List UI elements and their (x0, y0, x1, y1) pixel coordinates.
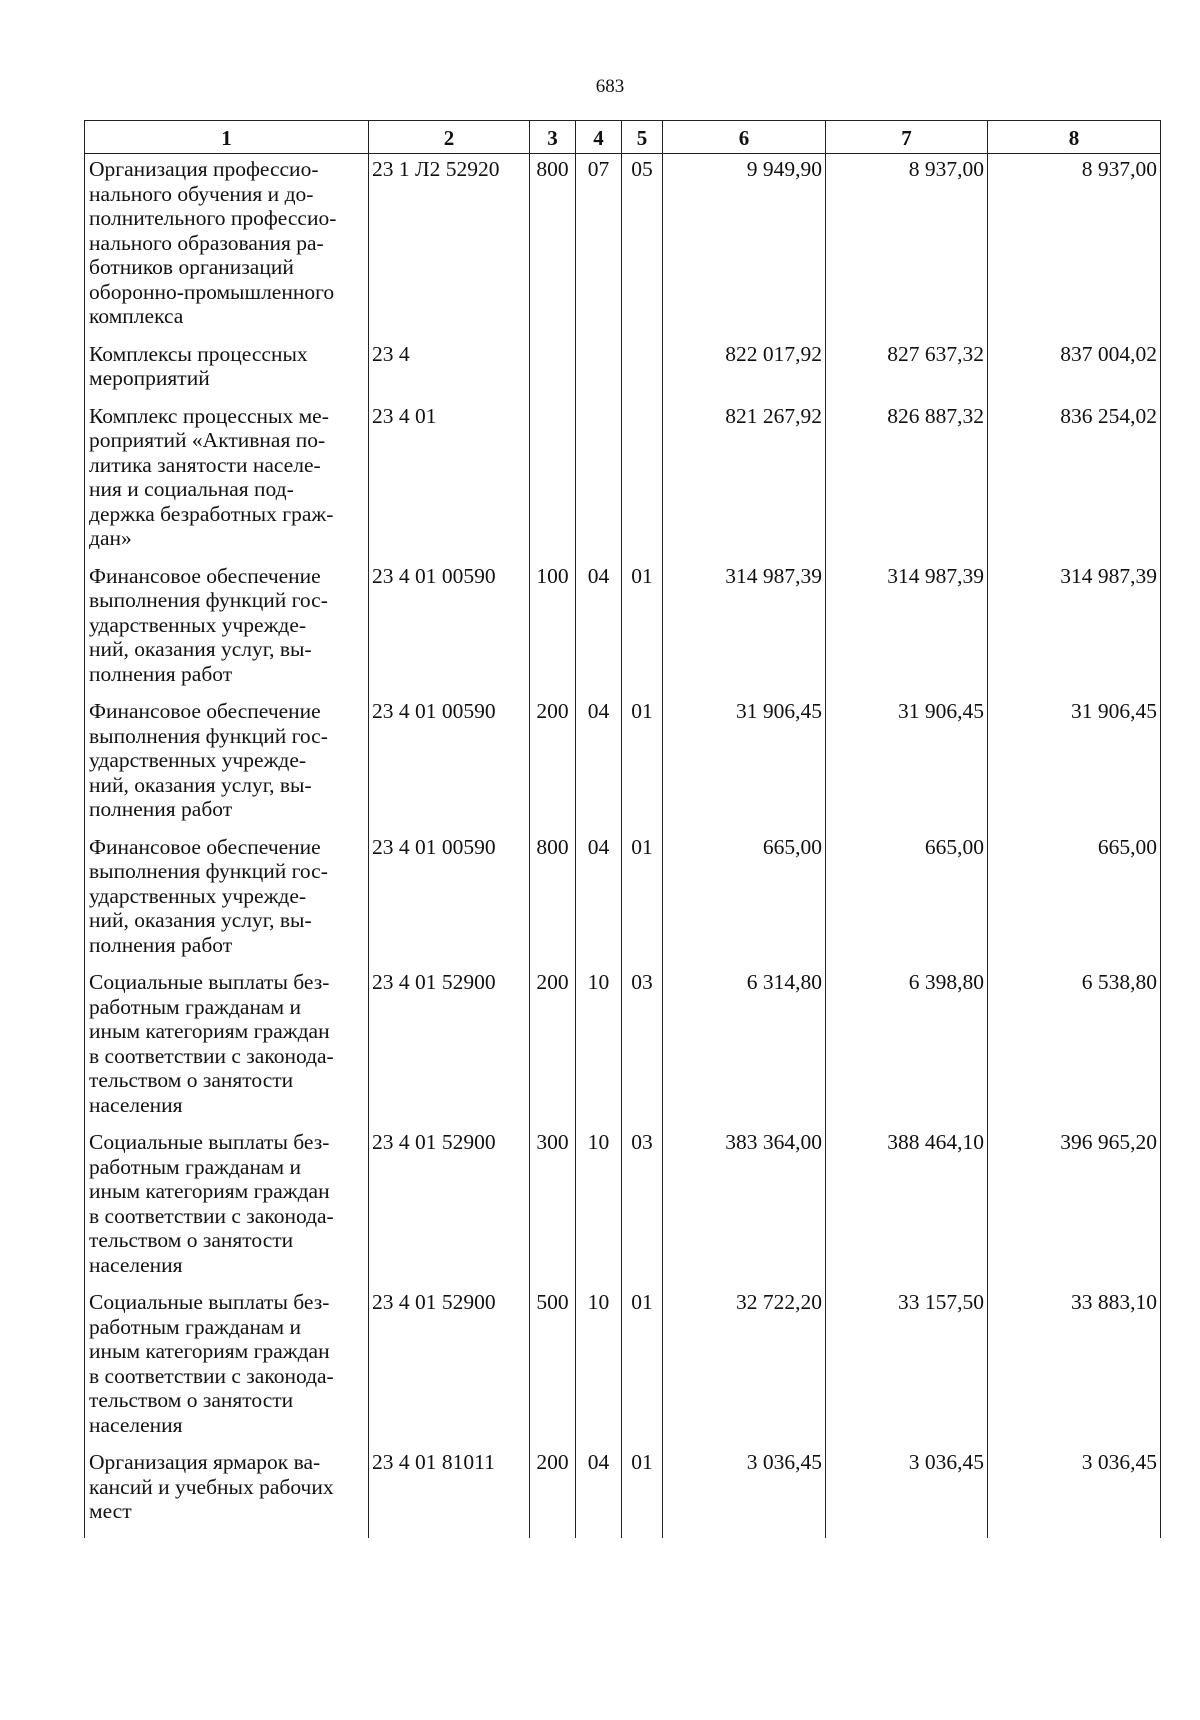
row-col7-value: 3 036,45 (826, 1447, 988, 1538)
header-cell: 3 (530, 121, 576, 154)
row-col5-cell: 03 (622, 1127, 663, 1287)
row-col6-value: 822 017,92 (663, 339, 826, 401)
header-cell: 4 (576, 121, 622, 154)
row-col3-cell: 300 (530, 1127, 576, 1287)
row-col8-value: 836 254,02 (988, 401, 1161, 561)
row-col5-cell: 05 (622, 154, 663, 339)
row-col8-value: 837 004,02 (988, 339, 1161, 401)
row-col6-value: 314 987,39 (663, 561, 826, 697)
row-name-cell: Социальные выплаты без- работным гражданам и иным категориям граждан в соответствии с законода- тельством о занятости населения (85, 967, 369, 1127)
row-name-cell: Организация профессио- нального обучения и до- полнительного профессио- нального образования ра- ботников организаций оборонно-промышленного комплекса (85, 154, 369, 339)
row-code-cell: 23 4 01 52900 (369, 1287, 530, 1447)
row-col7-value: 827 637,32 (826, 339, 988, 401)
row-col6-value: 9 949,90 (663, 154, 826, 339)
row-col4-cell: 10 (576, 1287, 622, 1447)
row-col8-value: 314 987,39 (988, 561, 1161, 697)
row-col5-cell: 01 (622, 1447, 663, 1538)
header-cell: 8 (988, 121, 1161, 154)
row-col4-cell: 07 (576, 154, 622, 339)
table-row (85, 967, 1161, 1127)
row-col8-value: 3 036,45 (988, 1447, 1161, 1538)
row-col5-cell: 01 (622, 696, 663, 832)
row-code-cell: 23 4 01 52900 (369, 1127, 530, 1287)
row-col6-value: 383 364,00 (663, 1127, 826, 1287)
header-cell: 7 (826, 121, 988, 154)
table-row (85, 154, 1161, 339)
row-col7-value: 33 157,50 (826, 1287, 988, 1447)
row-name-cell: Финансовое обеспечение выполнения функций гос- ударственных учрежде- ний, оказания услуг, вы- полнения работ (85, 696, 369, 832)
row-code-cell: 23 4 (369, 339, 530, 401)
row-col4-cell: 04 (576, 696, 622, 832)
row-col7-value: 31 906,45 (826, 696, 988, 832)
row-col7-value: 665,00 (826, 832, 988, 968)
row-col5-cell: 03 (622, 967, 663, 1127)
row-col8-value: 396 965,20 (988, 1127, 1161, 1287)
row-code-cell: 23 4 01 81011 (369, 1447, 530, 1538)
row-col3-cell: 800 (530, 154, 576, 339)
row-name-cell: Социальные выплаты без- работным гражданам и иным категориям граждан в соответствии с законода- тельством о занятости населения (85, 1287, 369, 1447)
table-row (85, 401, 1161, 561)
row-code-cell: 23 4 01 00590 (369, 832, 530, 968)
row-col7-value: 314 987,39 (826, 561, 988, 697)
row-col8-value: 665,00 (988, 832, 1161, 968)
header-cell: 5 (622, 121, 663, 154)
row-col7-value: 826 887,32 (826, 401, 988, 561)
row-col8-value: 33 883,10 (988, 1287, 1161, 1447)
row-col6-value: 665,00 (663, 832, 826, 968)
row-col3-cell: 200 (530, 696, 576, 832)
table-row (85, 1447, 1161, 1538)
row-col6-value: 31 906,45 (663, 696, 826, 832)
row-name-cell: Социальные выплаты без- работным гражданам и иным категориям граждан в соответствии с законода- тельством о занятости населения (85, 1127, 369, 1287)
table-row (85, 832, 1161, 968)
row-col3-cell: 800 (530, 832, 576, 968)
row-col4-cell: 04 (576, 1447, 622, 1538)
row-col5-cell: 01 (622, 832, 663, 968)
row-col5-cell: 01 (622, 1287, 663, 1447)
row-code-cell: 23 4 01 (369, 401, 530, 561)
row-col6-value: 32 722,20 (663, 1287, 826, 1447)
header-cell: 1 (85, 121, 369, 154)
row-col5-cell: 01 (622, 561, 663, 697)
table-row (85, 561, 1161, 697)
row-col3-cell: 100 (530, 561, 576, 697)
row-code-cell: 23 4 01 52900 (369, 967, 530, 1127)
row-name-cell: Финансовое обеспечение выполнения функций гос- ударственных учрежде- ний, оказания услуг, вы- полнения работ (85, 561, 369, 697)
row-col4-cell: 10 (576, 967, 622, 1127)
header-cell: 6 (663, 121, 826, 154)
page-number: 683 (595, 76, 625, 97)
row-col6-value: 3 036,45 (663, 1447, 826, 1538)
row-col3-cell: 200 (530, 967, 576, 1127)
table-row (85, 339, 1161, 401)
row-col8-value: 8 937,00 (988, 154, 1161, 339)
row-col3-cell (530, 339, 576, 401)
row-col5-cell (622, 401, 663, 561)
row-col4-cell (576, 401, 622, 561)
row-code-cell: 23 4 01 00590 (369, 696, 530, 832)
row-col6-value: 821 267,92 (663, 401, 826, 561)
row-name-cell: Комплекс процессных ме- роприятий «Активная по- литика занятости населе- ния и социальная под- держка безработных граж- дан» (85, 401, 369, 561)
row-col8-value: 31 906,45 (988, 696, 1161, 832)
row-col4-cell (576, 339, 622, 401)
row-name-cell: Финансовое обеспечение выполнения функций гос- ударственных учрежде- ний, оказания услуг, вы- полнения работ (85, 832, 369, 968)
row-col6-value: 6 314,80 (663, 967, 826, 1127)
row-col3-cell: 500 (530, 1287, 576, 1447)
row-name-cell: Комплексы процессных мероприятий (85, 339, 369, 401)
row-col4-cell: 04 (576, 561, 622, 697)
row-code-cell: 23 4 01 00590 (369, 561, 530, 697)
row-col7-value: 388 464,10 (826, 1127, 988, 1287)
budget-table (84, 120, 1161, 1538)
row-name-cell: Организация ярмарок ва- кансий и учебных рабочих мест (85, 1447, 369, 1538)
row-col8-value: 6 538,80 (988, 967, 1161, 1127)
header-cell: 2 (369, 121, 530, 154)
header-row (85, 121, 1161, 154)
table-row (85, 696, 1161, 832)
table-row (85, 1287, 1161, 1447)
row-code-cell: 23 1 Л2 52920 (369, 154, 530, 339)
row-col7-value: 6 398,80 (826, 967, 988, 1127)
row-col3-cell: 200 (530, 1447, 576, 1538)
table-body (85, 154, 1161, 1538)
row-col7-value: 8 937,00 (826, 154, 988, 339)
table-row (85, 1127, 1161, 1287)
row-col4-cell: 10 (576, 1127, 622, 1287)
row-col3-cell (530, 401, 576, 561)
row-col5-cell (622, 339, 663, 401)
row-col4-cell: 04 (576, 832, 622, 968)
